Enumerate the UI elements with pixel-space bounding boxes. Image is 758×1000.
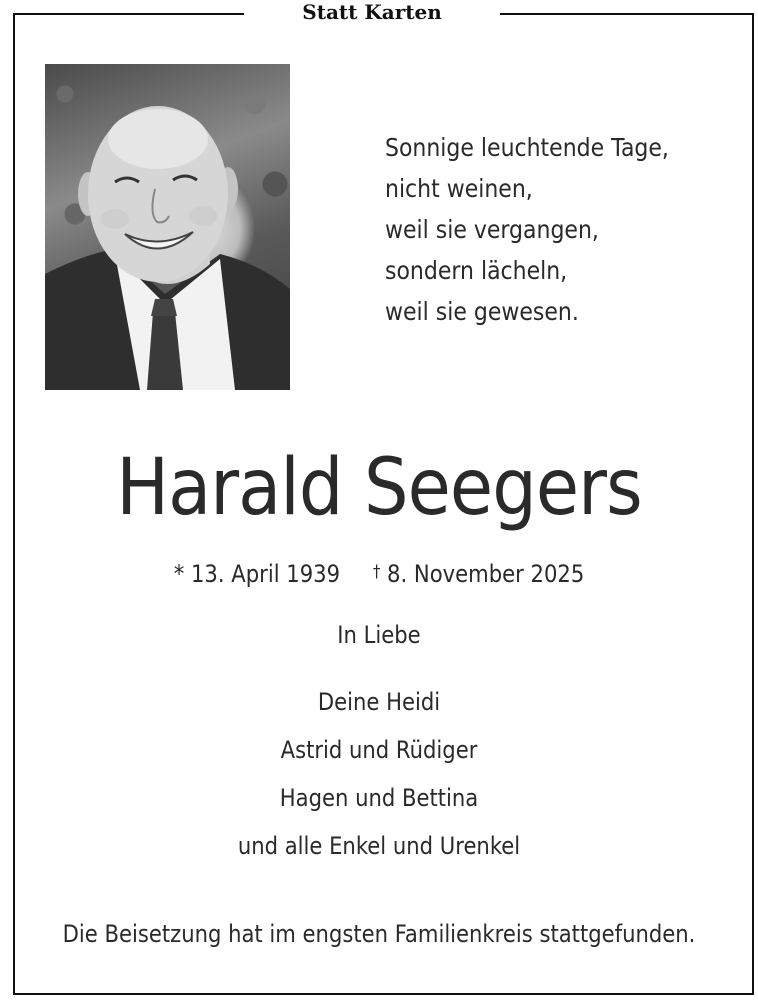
life-dates <box>45 555 712 591</box>
poem-line: nicht weinen, <box>385 174 533 203</box>
poem-line: weil sie vergangen, <box>385 215 599 244</box>
in-love-line: In Liebe <box>337 621 421 649</box>
portrait-illustration <box>45 64 290 390</box>
signer: Hagen und Bettina <box>279 784 479 812</box>
signer: Astrid und Rüdiger <box>280 736 478 764</box>
poem-line: sondern lächeln, <box>385 256 568 285</box>
funeral-notice: Die Beisetzung hat im engsten Familienkreis stattgefunden. <box>62 920 696 948</box>
signer: Deine Heidi <box>317 688 441 716</box>
signer: und alle Enkel und Urenkel <box>237 832 521 860</box>
poem <box>385 127 669 332</box>
deceased-name: Harald Seegers <box>116 443 642 533</box>
portrait-photo <box>45 64 290 390</box>
signers-list <box>45 678 712 870</box>
poem-line: weil sie gewesen. <box>385 297 579 326</box>
poem-line: Sonnige leuchtende Tage, <box>385 133 669 162</box>
death-cross-icon: † <box>372 562 381 582</box>
death-date: 8. November 2025 <box>387 560 585 588</box>
header-label: Statt Karten <box>302 0 442 24</box>
birth-date: * 13. April 1939 <box>173 560 341 588</box>
